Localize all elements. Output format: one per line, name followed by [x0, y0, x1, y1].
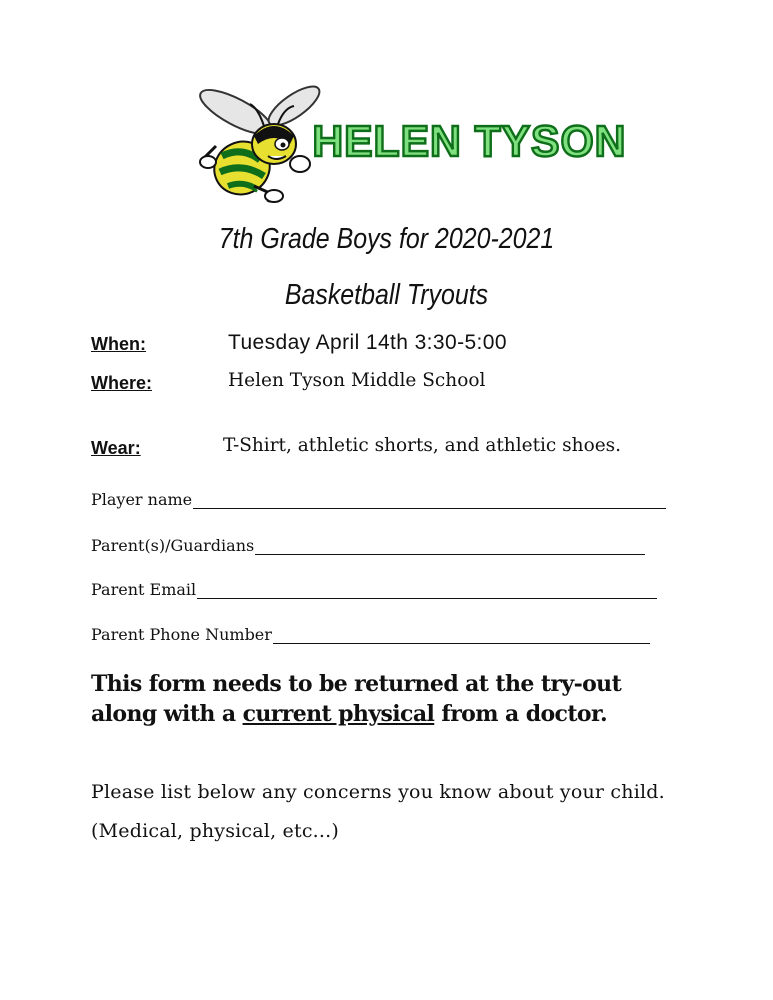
svg-text:HELEN TYSON: HELEN TYSON	[312, 117, 627, 167]
parent-phone-field[interactable]	[91, 625, 650, 644]
wear-value: T-Shirt, athletic shorts, and athletic shoes.	[223, 435, 622, 456]
parents-blank[interactable]	[255, 538, 645, 555]
player-name-label: Player name	[91, 490, 193, 509]
when-label: When:	[91, 334, 146, 354]
school-logo	[194, 86, 627, 208]
page-title: 7th Grade Boys for 2020-2021	[218, 223, 555, 255]
parent-email-blank[interactable]	[197, 582, 657, 599]
parent-email-field[interactable]	[91, 580, 657, 599]
parents-field[interactable]	[91, 536, 645, 555]
parents-label: Parent(s)/Guardians	[91, 536, 255, 555]
page-subtitle: Basketball Tryouts	[284, 279, 489, 311]
notice-underlined: current physical	[242, 701, 435, 727]
hornet-mascot-icon	[194, 86, 627, 208]
where-label: Where:	[91, 373, 153, 393]
parent-phone-blank[interactable]	[273, 627, 650, 644]
parent-email-label: Parent Email	[91, 580, 197, 599]
where-value: Helen Tyson Middle School	[228, 370, 486, 391]
concerns-prompt: Please list below any concerns you know about your child. (Medical, physical, etc...)	[91, 781, 665, 842]
player-name-blank[interactable]	[193, 492, 666, 509]
notice-text-2: from a doctor.	[434, 701, 608, 727]
return-notice	[91, 669, 691, 729]
notice-text-1: This form needs to be returned at the try-out along with a	[91, 671, 622, 727]
wear-label: Wear:	[91, 438, 141, 458]
when-value: Tuesday April 14th 3:30-5:00	[228, 331, 507, 354]
parent-phone-label: Parent Phone Number	[91, 625, 272, 644]
player-name-field[interactable]	[91, 490, 666, 509]
